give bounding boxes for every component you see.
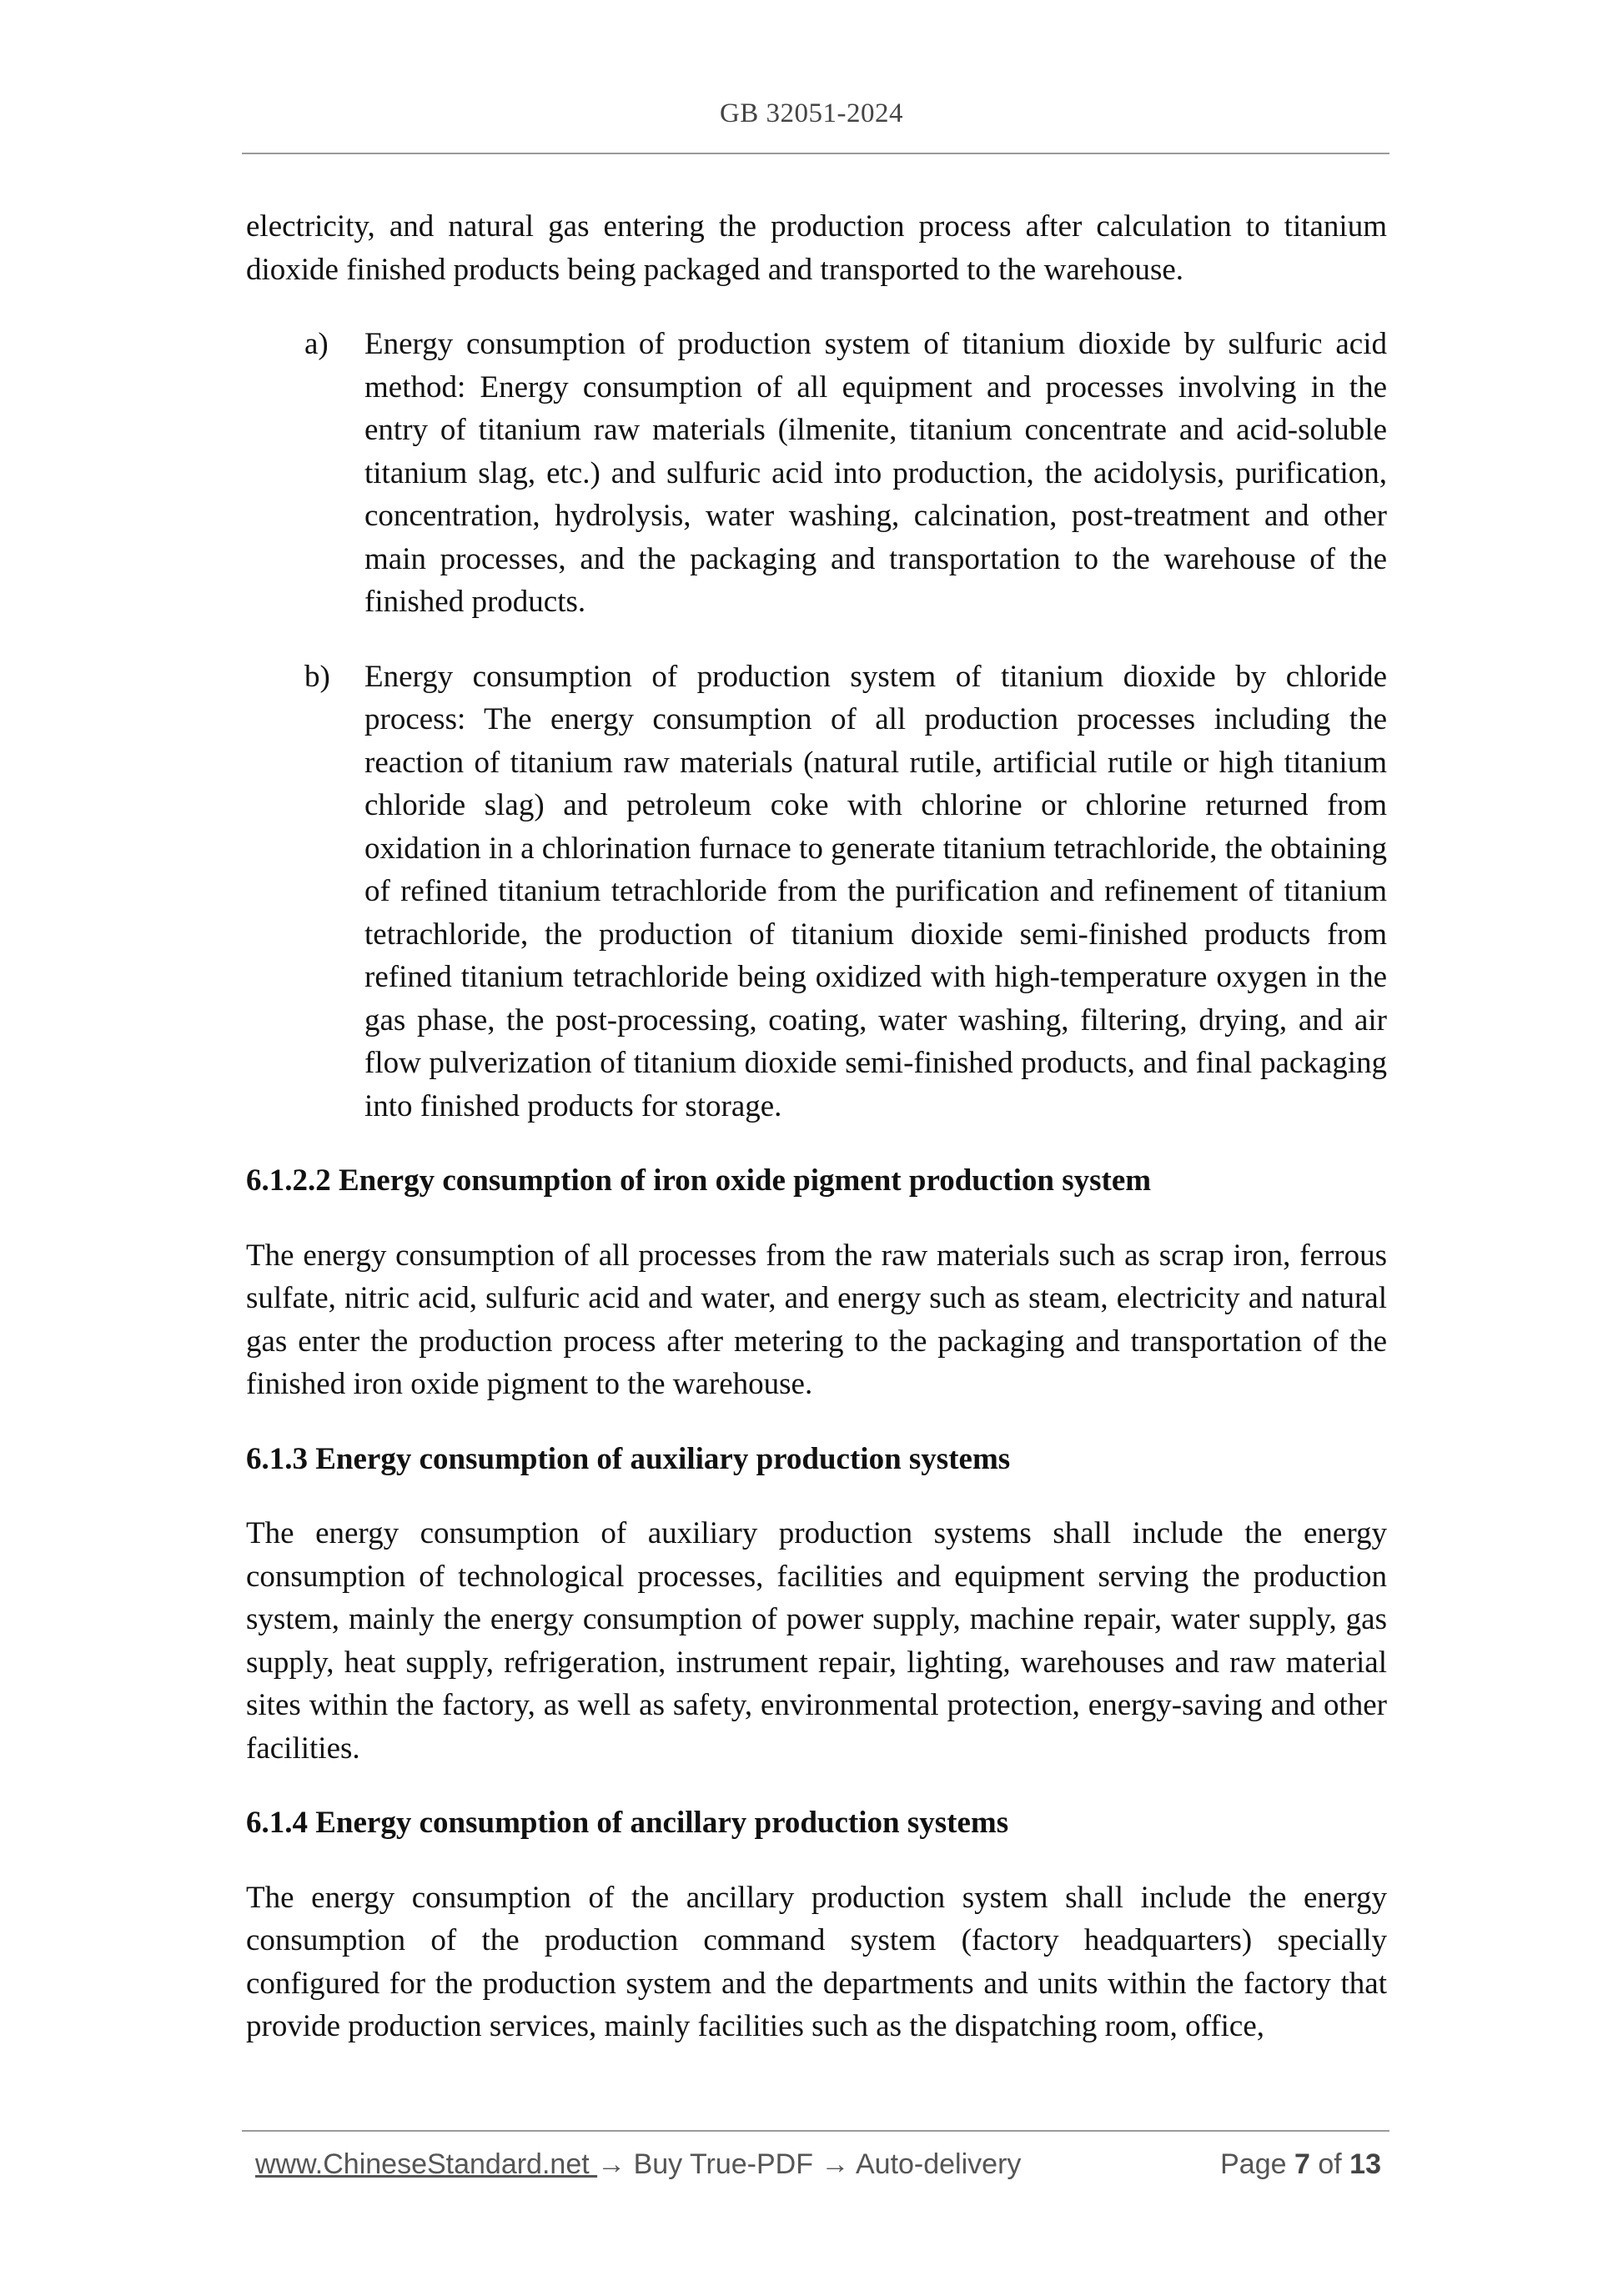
page-label: Page	[1220, 2148, 1287, 2180]
footer-promo	[255, 2148, 1021, 2181]
arrow-right-icon: →	[597, 2148, 626, 2180]
footer-divider	[242, 2130, 1389, 2132]
section-body-6-1-2-2: The energy consumption of all processes from the raw materials such as scrap iron, ferrous sulfate, nitric acid, sulfuric acid and water, and energy such as steam, electricity and natural gas enter the production process after metering to the packaging and transportation of the finished iron oxide pigment to the warehouse.	[246, 1238, 1387, 1401]
page-current: 7	[1294, 2148, 1310, 2180]
document-header-title: GB 32051-2024	[719, 98, 904, 128]
list-marker: b)	[304, 659, 330, 694]
list-item-text: Energy consumption of production system of titanium dioxide by chloride process: The energy consumption of all production processes including the reaction of titanium raw materials (natural rutile, artificial rutile or high titanium chloride slag) and petroleum coke with chlorine or chlorine returned from oxidation in a chlorination furnace to generate titanium tetrachloride, the obtaining of refined titanium tetrachloride from the purification and refinement of titanium tetrachloride, the production of titanium dioxide semi-finished products from refined titanium tetrachloride being oxidized with high-temperature oxygen in the gas phase, the post-processing, coating, water washing, filtering, drying, and air flow pulverization of titanium dioxide semi-finished products, and final packaging into finished products for storage.	[364, 659, 1387, 1123]
list-marker: a)	[304, 327, 329, 361]
page-content	[246, 205, 1387, 2080]
page-total: 13	[1349, 2148, 1381, 2180]
section-heading-6-1-4: 6.1.4 Energy consumption of ancillary production systems	[246, 1806, 1009, 1840]
buy-pdf-text: Buy True-PDF	[626, 2148, 822, 2180]
list-item-b	[246, 656, 1387, 1128]
arrow-right-icon: →	[821, 2148, 850, 2180]
section-heading-6-1-2-2: 6.1.2.2 Energy consumption of iron oxide pigment production system	[246, 1163, 1152, 1198]
section-body-6-1-3: The energy consumption of auxiliary production systems shall include the energy consumption of technological processes, facilities and equipment serving the production system, mainly the energy consumption of power supply, machine repair, water supply, gas supply, heat supply, refrigeration, instrument repair, lighting, warehouses and raw material sites within the factory, as well as safety, environmental protection, energy-saving and other facilities.	[246, 1516, 1387, 1766]
page-footer	[255, 2148, 1381, 2181]
header-divider	[242, 153, 1389, 154]
intro-paragraph: electricity, and natural gas entering the production process after calculation to titanium dioxide finished products being packaged and transported to the warehouse.	[246, 209, 1387, 287]
website-link[interactable]: www.ChineseStandard.net	[255, 2148, 598, 2180]
list-item-a	[246, 323, 1387, 624]
section-heading-6-1-3: 6.1.3 Energy consumption of auxiliary production systems	[246, 1441, 1011, 1476]
auto-delivery-text: Auto-delivery	[849, 2148, 1022, 2180]
page-number	[1220, 2148, 1381, 2181]
section-body-6-1-4: The energy consumption of the ancillary production system shall include the energy consumption of the production command system (factory headquarters) specially configured for the production system and the departments and units within the factory that provide production services, mainly facilities such as the dispatching room, office,	[246, 1880, 1387, 2043]
list-item-text: Energy consumption of production system of titanium dioxide by sulfuric acid method: Energy consumption of all equipment and processes involving in the entry of titanium raw materials (ilmenite, titanium concentrate and acid-soluble titanium slag, etc.) and sulfuric acid into production, the acidolysis, purification, concentration, hydrolysis, water washing, calcination, post-treatment and other main processes, and the packaging and transportation to the warehouse of the finished products.	[364, 327, 1387, 619]
page-of-label: of	[1318, 2148, 1342, 2180]
